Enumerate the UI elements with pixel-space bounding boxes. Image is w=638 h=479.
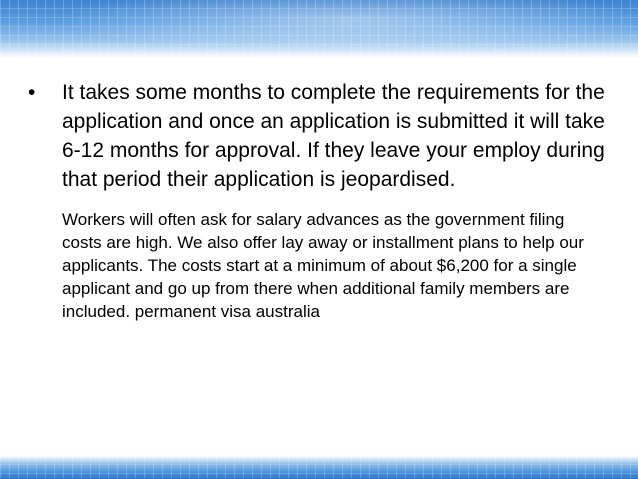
slide-content [28,78,608,323]
footer-grid-pattern [0,456,638,479]
sub-paragraph: Workers will often ask for salary advances as the government filing costs are high. We also offer lay away or installment plans to help our applicants. The costs start at a minimum of about $6,200 for a single applicant and go up from there when additional family members are included. permanent visa australia [62,210,584,321]
bullet-item [28,78,608,194]
header-shine [0,0,638,58]
bullet-text: It takes some months to complete the requirements for the application and once an application is submitted it will take 6-12 months for approval. If they leave your employ during that period their application is jeopardised. [62,81,605,191]
footer-band [0,456,638,479]
bullet-dot-icon: • [28,81,36,104]
header-band [0,0,638,58]
